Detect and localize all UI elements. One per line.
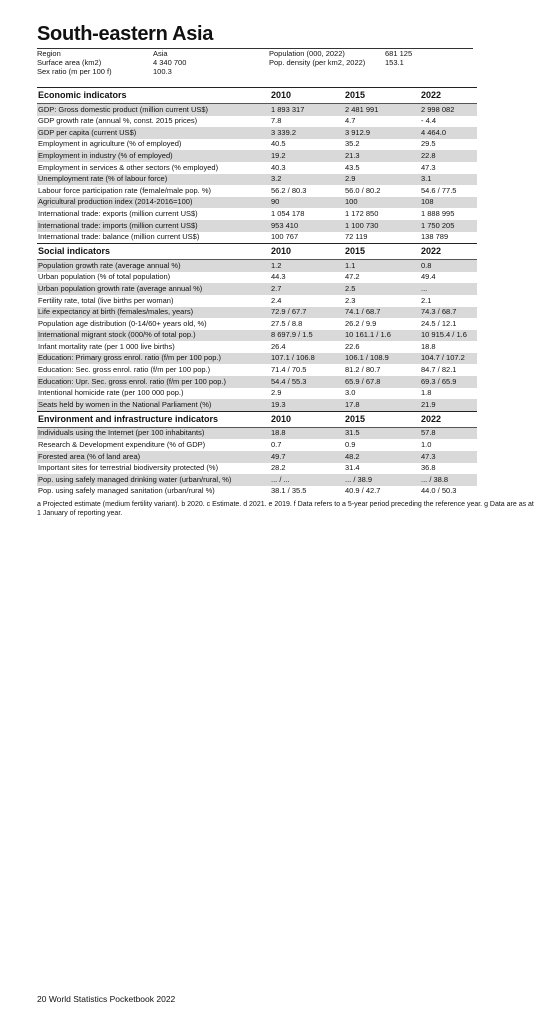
table-row [37,388,477,400]
indicator-label: Agricultural production index (2014-2016=100) [37,197,270,209]
indicator-value: 27.5 / 8.8 [271,318,303,328]
indicator-value: 74.3 / 68.7 [420,307,477,319]
indicator-value: 43.5 [345,162,360,172]
indicator-value: 35.2 [345,139,360,149]
section-header [37,244,477,260]
table-row [37,353,477,365]
table-row [37,174,477,186]
indicator-value: 21.3 [344,150,420,162]
indicator-value: 24.5 / 12.1 [421,318,457,328]
indicator-value: 3.1 [420,174,477,186]
table-row [37,139,477,151]
table-row [37,104,477,116]
indicator-label: Education: Primary gross enrol. ratio (f/m per 100 pop.) [37,353,270,365]
table-row [37,260,477,272]
table-row [37,307,477,319]
indicator-value: 54.6 / 77.5 [421,185,457,195]
indicator-label: Population age distribution (0-14/60+ years old, %) [38,318,207,328]
indicator-label: Urban population growth rate (average annual %) [37,283,270,295]
indicator-value: 3 912.9 [344,127,420,139]
page-footer: 20 World Statistics Pocketbook 2022 [37,994,176,1004]
indicator-value: 21.9 [420,399,477,411]
indicator-label: International trade: exports (million current US$) [38,208,198,218]
indicators-table [37,87,477,497]
density-value: 153.1 [385,58,404,67]
indicator-value: 40.9 / 42.7 [345,486,381,496]
indicator-label: Infant mortality rate (per 1 000 live births) [38,341,175,351]
indicator-value: 17.8 [344,399,420,411]
population-value: 681 125 [385,49,413,58]
indicator-value: 31.4 [345,463,360,473]
indicator-value: 0.7 [271,440,282,450]
indicator-label: GDP growth rate (annual %, const. 2015 prices) [38,116,198,126]
indicator-value: 4 464.0 [420,127,477,139]
indicator-value: 1 054 178 [271,208,305,218]
indicator-label: Individuals using the Internet (per 100 inhabitants) [37,427,270,439]
indicator-value: 1.8 [421,388,432,398]
indicator-label: Pop. using safely managed sanitation (urban/rural %) [38,486,215,496]
population-label: Population (000, 2022) [269,49,345,58]
surface-value: 4 340 700 [153,58,187,67]
indicator-value: 3.0 [345,388,356,398]
indicator-value: 0.9 [345,440,356,450]
indicator-value: 2.1 [421,295,432,305]
indicator-value: 953 410 [270,220,344,232]
indicator-value: 47.3 [420,451,477,463]
indicator-label: Fertility rate, total (live births per woman) [38,295,174,305]
indicator-value: 47.3 [421,162,436,172]
table-row [37,451,477,463]
indicator-value: ... / 38.8 [420,474,477,486]
indicator-value: 22.6 [345,341,360,351]
indicator-label: Urban population (% of total population) [38,272,171,282]
indicator-value: 72.9 / 67.7 [270,307,344,319]
indicator-value: 2 998 082 [420,104,477,116]
indicator-value: 74.1 / 68.7 [344,307,420,319]
table-row [37,318,477,330]
table-row [37,272,477,284]
indicator-value: 100 [344,197,420,209]
indicator-label: Life expectancy at birth (females/males, years) [37,307,270,319]
indicator-value: 104.7 / 107.2 [420,353,477,365]
indicator-label: Employment in agriculture (% of employed) [38,139,182,149]
indicator-value: 40.3 [271,162,286,172]
indicator-value: 1 172 850 [345,208,379,218]
section-title: Social indicators [37,244,270,260]
table-row [37,232,477,244]
indicator-value: 1 893 317 [270,104,344,116]
indicator-value: 29.5 [421,139,436,149]
table-row [37,220,477,232]
sexratio-label: Sex ratio (m per 100 f) [37,67,112,76]
indicator-value: 90 [270,197,344,209]
table-row [37,185,477,197]
year-header: 2010 [270,244,344,260]
indicator-value: 8 697.9 / 1.5 [270,330,344,342]
indicator-value: 19.3 [270,399,344,411]
indicator-value: 107.1 / 106.8 [270,353,344,365]
indicator-value: ... / 38.9 [344,474,420,486]
indicator-value: 100 767 [271,232,299,242]
indicator-label: Seats held by women in the National Parliament (%) [37,399,270,411]
indicator-value: 47.2 [345,272,360,282]
indicator-label: Intentional homicide rate (per 100 000 pop.) [38,388,184,398]
indicator-value: 72 119 [345,232,368,242]
indicator-value: 2.4 [271,295,282,305]
indicator-value: 3.2 [270,174,344,186]
indicator-value: 2 481 991 [344,104,420,116]
indicator-label: GDP per capita (current US$) [37,127,270,139]
indicator-value: 56.2 / 80.3 [271,185,307,195]
indicator-value: 3 339.2 [270,127,344,139]
section-title: Economic indicators [37,88,270,104]
indicator-value: 1 750 205 [420,220,477,232]
footnote: a Projected estimate (medium fertility variant). b 2020. c Estimate. d 2021. e 2019. f Data refers to a 5-year period preceding the reference year. g Data are as at 1 January of reporting year. [37,501,534,517]
indicator-value: 44.0 / 50.3 [421,486,457,496]
indicator-value: 1.0 [421,440,432,450]
year-header: 2015 [344,88,420,104]
table-row [37,330,477,342]
table-row [37,463,477,475]
table-row [37,427,477,439]
year-header: 2010 [270,411,344,427]
year-header: 2015 [344,411,420,427]
year-header: 2010 [270,88,344,104]
surface-label: Surface area (km2) [37,58,102,67]
indicator-value: 40.5 [271,139,286,149]
indicator-value: 2.7 [270,283,344,295]
indicator-label: International trade: balance (million current US$) [38,232,200,242]
indicator-value: 1.2 [270,260,344,272]
indicator-value: 28.2 [271,463,286,473]
indicator-label: GDP: Gross domestic product (million current US$) [37,104,270,116]
table-row [37,439,477,451]
indicator-value: 26.4 [271,341,286,351]
indicator-value: 65.9 / 67.8 [344,376,420,388]
indicator-value: 48.2 [344,451,420,463]
indicator-value: 18.8 [421,341,436,351]
indicator-value: 138 789 [421,232,449,242]
indicator-value: 106.1 / 108.9 [344,353,420,365]
table-row [37,376,477,388]
indicator-value: 44.3 [271,272,286,282]
sexratio-value: 100.3 [153,67,172,76]
table-row [37,341,477,353]
table-row [37,486,477,498]
indicator-value: 18.8 [270,427,344,439]
indicator-label: Pop. using safely managed drinking water (urban/rural, %) [37,474,270,486]
indicator-label: Important sites for terrestrial biodiversity protected (%) [38,463,219,473]
table-row [37,399,477,411]
indicator-value: 57.8 [420,427,477,439]
indicator-value: 81.2 / 80.7 [345,365,381,375]
year-header: 2022 [420,244,477,260]
table-row [37,474,477,486]
indicator-value: ... [420,283,477,295]
indicator-value: ... / ... [270,474,344,486]
year-header: 2022 [420,411,477,427]
table-row [37,116,477,128]
density-label: Pop. density (per km2, 2022) [269,58,366,67]
indicator-value: 10 915.4 / 1.6 [420,330,477,342]
indicator-value: 7.8 [271,116,282,126]
indicator-value: 49.4 [421,272,436,282]
section-header [37,411,477,427]
indicator-value: 56.0 / 80.2 [345,185,381,195]
year-header: 2015 [344,244,420,260]
indicator-value: 2.9 [344,174,420,186]
page-title: South-eastern Asia [37,23,214,45]
table-row [37,364,477,376]
indicator-label: Education: Upr. Sec. gross enrol. ratio (f/m per 100 pop.) [37,376,270,388]
indicator-value: 4.7 [345,116,356,126]
meta-block [37,49,473,87]
region-label: Region [37,49,61,58]
table-row [37,150,477,162]
indicator-value: 10 161.1 / 1.6 [344,330,420,342]
indicator-label: Forested area (% of land area) [37,451,270,463]
indicator-label: Population growth rate (average annual %) [37,260,270,272]
page [37,22,534,518]
indicator-value: 26.2 / 9.9 [345,318,377,328]
indicator-value: 2.9 [271,388,282,398]
indicator-value: 69.3 / 65.9 [420,376,477,388]
table-row [37,283,477,295]
year-header: 2022 [420,88,477,104]
indicator-value: 2.3 [345,295,356,305]
indicator-value: 84.7 / 82.1 [421,365,457,375]
indicator-value: 19.2 [270,150,344,162]
indicator-label: Unemployment rate (% of labour force) [37,174,270,186]
indicator-value: 31.5 [344,427,420,439]
indicator-value: 2.5 [344,283,420,295]
section-header [37,88,477,104]
table-row [37,197,477,209]
indicator-value: 36.8 [421,463,436,473]
indicator-value: 0.8 [420,260,477,272]
indicator-label: Education: Sec. gross enrol. ratio (f/m per 100 pop.) [38,365,211,375]
indicator-value: 49.7 [270,451,344,463]
indicator-value: 38.1 / 35.5 [271,486,307,496]
table-row [37,208,477,220]
indicator-value: 22.8 [420,150,477,162]
indicator-label: Labour force participation rate (female/male pop. %) [38,185,212,195]
table-row [37,295,477,307]
indicator-value: 1.1 [344,260,420,272]
indicator-value: 71.4 / 70.5 [271,365,307,375]
indicator-value: - 4.4 [421,116,437,126]
indicator-label: Employment in industry (% of employed) [37,150,270,162]
indicator-value: 54.4 / 55.3 [270,376,344,388]
indicator-value: 108 [420,197,477,209]
indicator-label: International migrant stock (000/% of total pop.) [37,330,270,342]
indicator-label: Employment in services & other sectors (% employed) [38,162,219,172]
section-title: Environment and infrastructure indicators [37,411,270,427]
indicator-label: International trade: imports (million current US$) [37,220,270,232]
indicator-label: Research & Development expenditure (% of GDP) [38,440,206,450]
table-row [37,162,477,174]
table-row [37,127,477,139]
region-value: Asia [153,49,168,58]
indicator-value: 1 100 730 [344,220,420,232]
indicator-value: 1 888 995 [421,208,455,218]
